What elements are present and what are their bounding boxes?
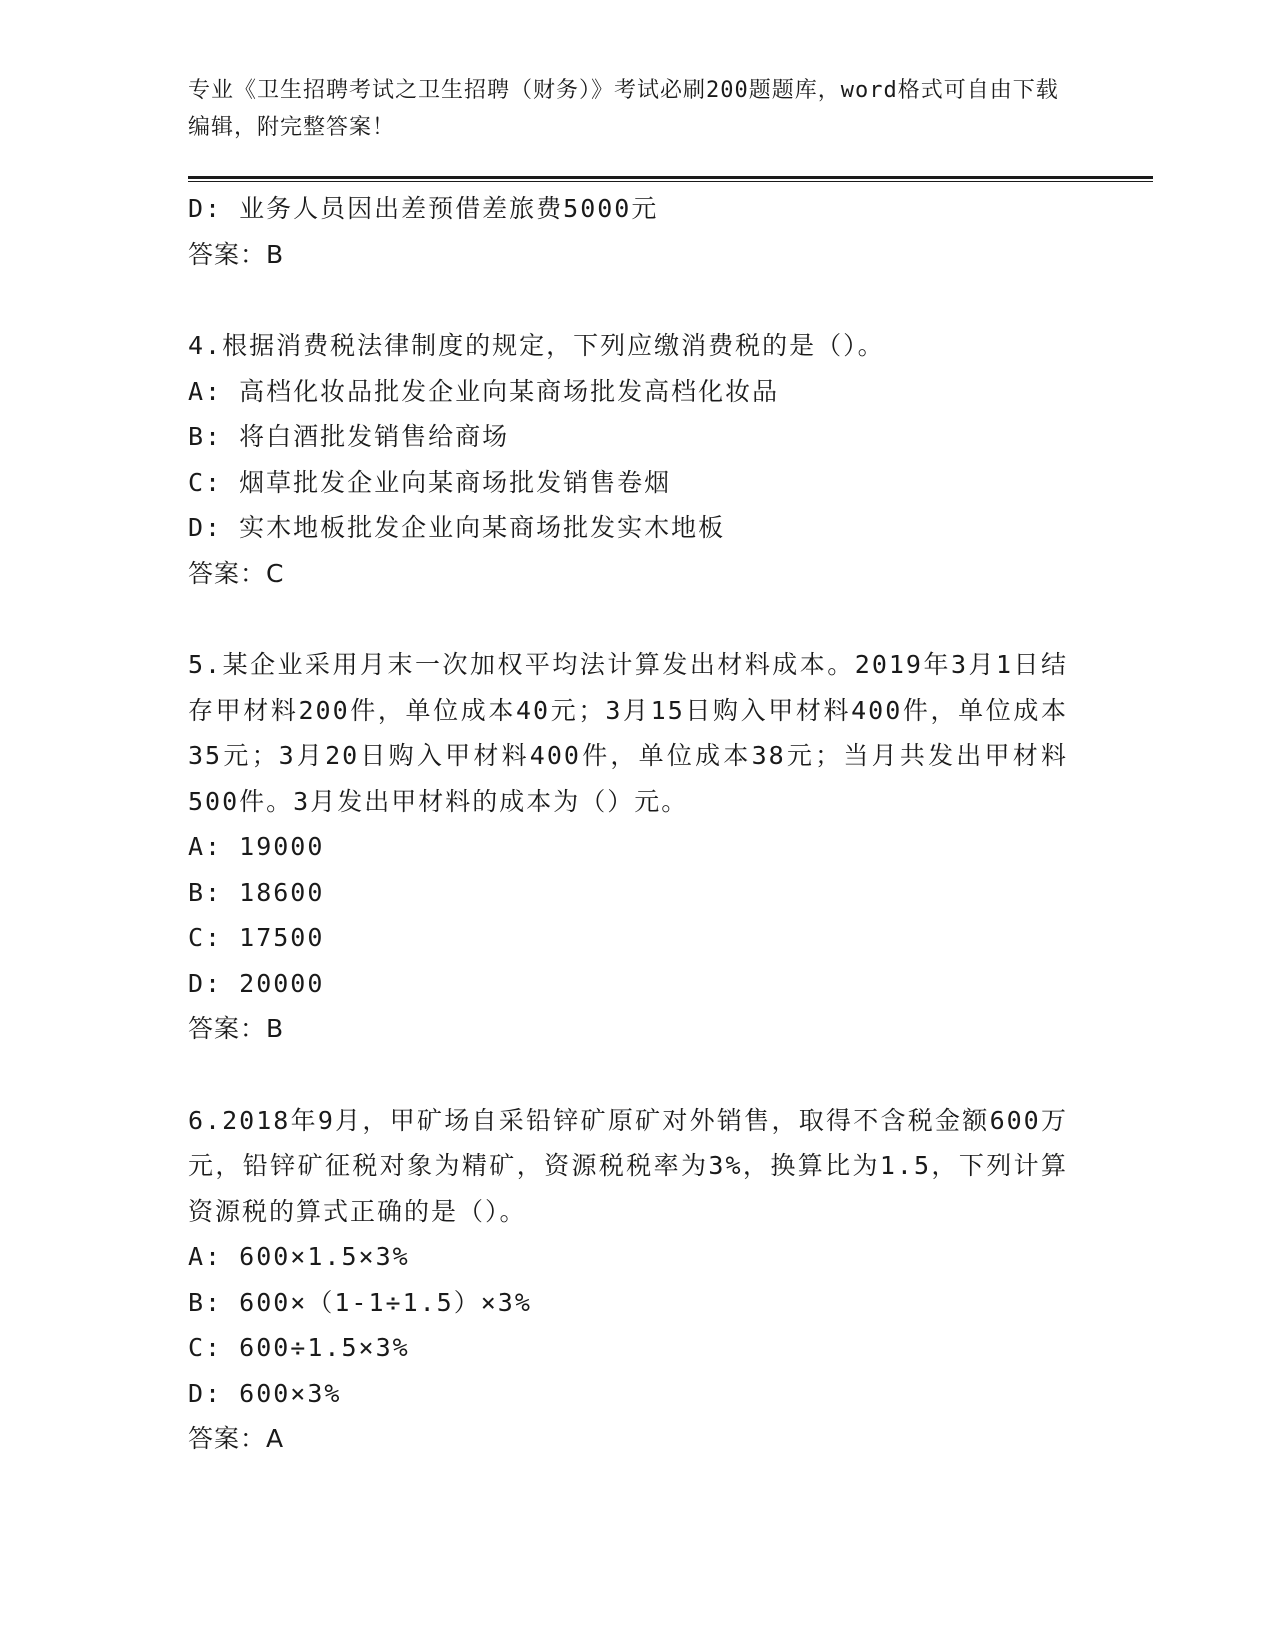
- option-b: B: 600×（1-1÷1.5）×3%: [188, 1287, 532, 1317]
- option-a: A: 高档化妆品批发企业向某商场批发高档化妆品: [188, 376, 780, 406]
- answer-line: 答案：B: [188, 1014, 285, 1043]
- question-stem: 5.某企业采用月末一次加权平均法计算发出材料成本。2019年3月1日结存甲材料200件，单位成本40元；3月15日购入甲材料400件，单位成本35元；3月20日购入甲材料400件，单位成本38元；当月共发出甲材料500件。3月发出甲材料的成本为（）元。: [188, 650, 1068, 816]
- option-a: A: 19000: [188, 832, 325, 861]
- answer-line: 答案：A: [188, 1424, 285, 1453]
- question-stem: 4.根据消费税法律制度的规定，下列应缴消费税的是（）。: [188, 331, 885, 360]
- option-d: D: 业务人员因出差预借差旅费5000元: [188, 194, 659, 223]
- option-b: B: 18600: [188, 877, 325, 907]
- divider-thick-line: [188, 176, 1153, 179]
- option-a: A: 600×1.5×3%: [188, 1242, 410, 1271]
- option-c: C: 600÷1.5×3%: [188, 1333, 410, 1362]
- question-list: [188, 186, 1068, 1462]
- page-header: [188, 72, 1068, 146]
- header-divider: [188, 176, 1153, 183]
- option-c: C: 烟草批发企业向某商场批发销售卷烟: [188, 467, 672, 497]
- option-d: D: 实木地板批发企业向某商场批发实木地板: [188, 513, 726, 542]
- question-5: [188, 642, 1068, 1052]
- question-3-tail: [188, 186, 1068, 277]
- document-title: 专业《卫生招聘考试之卫生招聘（财务）》考试必刷200题题库，word格式可自由下载编辑，附完整答案！: [188, 78, 1059, 140]
- question-6: [188, 1098, 1068, 1462]
- divider-thin-line: [188, 181, 1153, 182]
- question-stem: 6.2018年9月，甲矿场自采铅锌矿原矿对外销售，取得不含税金额600万元，铅锌矿征税对象为精矿，资源税税率为3%，换算比为1.5，下列计算资源税的算式正确的是（）。: [188, 1105, 1068, 1226]
- option-c: C: 17500: [188, 923, 325, 952]
- spacer: [188, 1052, 1068, 1098]
- answer-line: 答案：C: [188, 558, 285, 588]
- answer-line: 答案：B: [188, 239, 285, 269]
- question-4: [188, 323, 1068, 596]
- option-d: D: 600×3%: [188, 1378, 342, 1408]
- spacer: [188, 596, 1068, 642]
- option-b: B: 将白酒批发销售给商场: [188, 422, 510, 451]
- spacer: [188, 277, 1068, 323]
- option-d: D: 20000: [188, 968, 325, 998]
